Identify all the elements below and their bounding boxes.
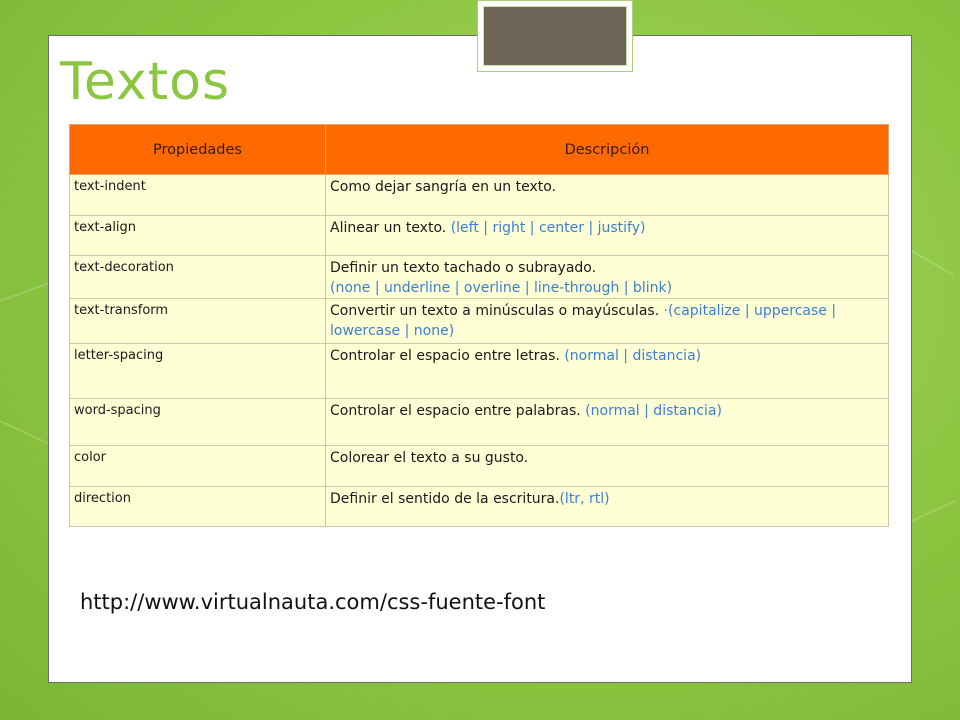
values-text: ·(capitalize | uppercase | lowercase | none) <box>330 303 837 339</box>
property-cell: word-spacing <box>70 399 326 446</box>
description-cell <box>326 487 889 527</box>
property-cell: letter-spacing <box>70 344 326 399</box>
table-header-row <box>70 125 889 175</box>
description-text: Controlar el espacio entre palabras. <box>330 403 581 419</box>
description-text: Como dejar sangría en un texto. <box>330 179 557 195</box>
background-streak <box>912 500 956 522</box>
header-description: Descripción <box>326 125 889 175</box>
description-text: Convertir un texto a minúsculas o mayúsculas. <box>330 303 660 319</box>
property-cell: text-align <box>70 216 326 256</box>
values-text: (left | right | center | justify) <box>450 220 646 236</box>
description-text: Colorear el texto a su gusto. <box>330 450 529 466</box>
background-streak <box>0 420 50 445</box>
slide-title: Textos <box>60 52 231 112</box>
table-row <box>70 256 889 299</box>
property-cell: text-transform <box>70 299 326 344</box>
table-row <box>70 399 889 446</box>
property-cell: text-indent <box>70 175 326 216</box>
description-cell <box>326 446 889 487</box>
description-cell <box>326 299 889 344</box>
table-row <box>70 344 889 399</box>
header-properties: Propiedades <box>70 125 326 175</box>
table-row <box>70 216 889 256</box>
description-text: Controlar el espacio entre letras. <box>330 348 560 364</box>
description-cell <box>326 216 889 256</box>
background-streak <box>912 250 955 276</box>
values-text: (normal | distancia) <box>564 348 702 364</box>
css-properties-table <box>69 124 889 527</box>
description-text: Alinear un texto. <box>330 220 447 236</box>
description-cell <box>326 344 889 399</box>
property-cell: text-decoration <box>70 256 326 299</box>
table-row <box>70 175 889 216</box>
source-url-link[interactable]: http://www.virtualnauta.com/css-fuente-font <box>80 590 546 614</box>
description-cell <box>326 175 889 216</box>
property-cell: color <box>70 446 326 487</box>
table-row <box>70 487 889 527</box>
property-cell: direction <box>70 487 326 527</box>
values-text: (normal | distancia) <box>585 403 722 419</box>
decorative-picture-frame <box>477 0 633 72</box>
table-row <box>70 446 889 487</box>
values-text: (ltr, rtl) <box>559 491 610 507</box>
description-cell <box>326 256 889 299</box>
description-text: Definir un texto tachado o subrayado. <box>330 260 597 276</box>
values-text: (none | underline | overline | line-through | blink) <box>330 280 673 296</box>
description-text: Definir el sentido de la escritura. <box>330 491 560 507</box>
description-cell <box>326 399 889 446</box>
table-row <box>70 299 889 344</box>
